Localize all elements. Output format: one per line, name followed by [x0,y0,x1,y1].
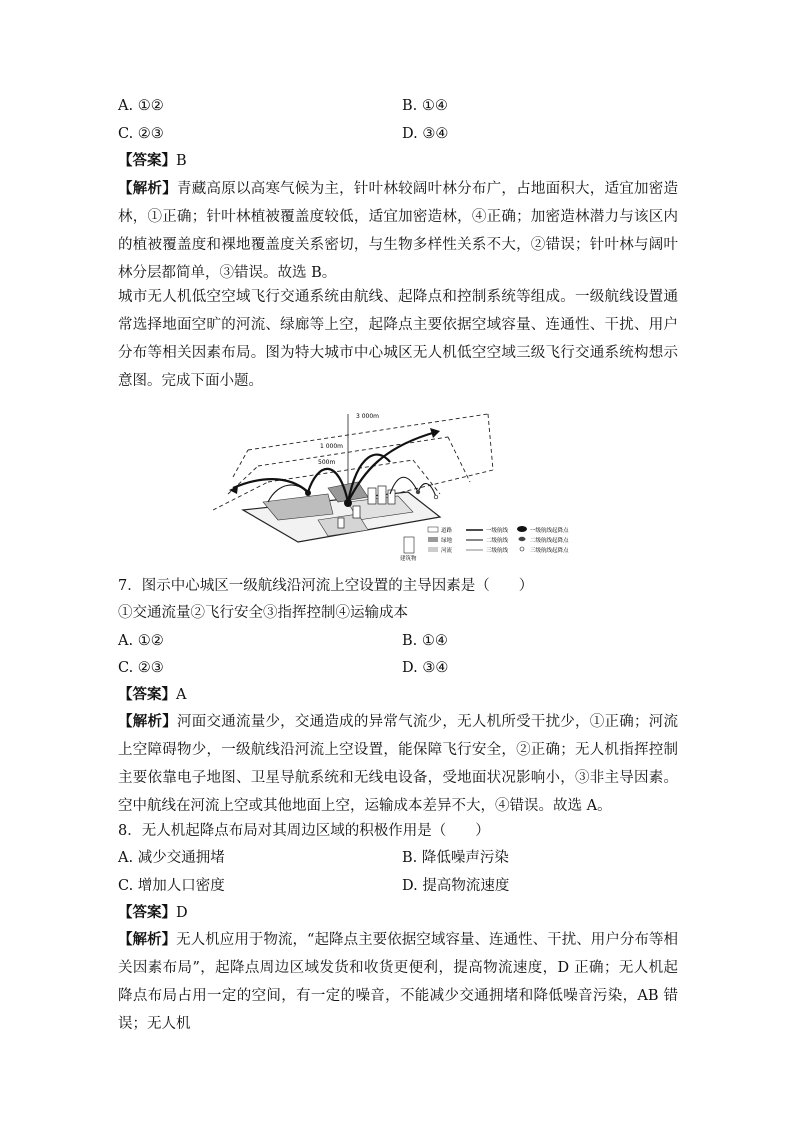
answer-label: 【答案】 [118,686,176,703]
figure-legend [400,526,569,562]
q7-option-c: C. ②③ [118,660,164,676]
legend-point1: 一级航线起降点 [530,528,569,534]
analysis-label: 【解析】 [118,931,177,948]
intro-text: 城市无人机低空空域飞行交通系统由航线、起降点和控制系统等组成。一级航线设置通常选择地面空旷的河流、绿廊等上空，起降点主要依据空域容量、连通性、干扰、用户分布等相关因素布局。图为特大城市中心城区无人机低空空域三级飞行交通系统构想示意图。完成下面小题。 [118,289,678,389]
q7-option-d: D. ③④ [402,660,449,676]
legend-route3: 三级航线 [486,548,509,554]
answer-value: A [176,687,187,703]
q8-analysis [118,926,678,1038]
legend-point3: 三级航线起降点 [530,548,569,554]
legend-greenbelt: 绿地 [441,538,453,544]
q8-option-a: A. 减少交通拥堵 [118,850,225,866]
analysis-label: 【解析】 [118,180,177,197]
analysis-text: 青藏高原以高寒气候为主，针叶林较阔叶林分布广，占地面积大，适宜加密造林，①正确；针叶林植被覆盖度较低，适宜加密造林，④正确；加密造林潜力与该区内的植被覆盖度和裸地覆盖度关系密切，与生物多样性关系不大，②错误；针叶林与阔叶林分层都简单，③错误。故选 B。 [118,181,679,281]
q6-analysis [118,175,678,287]
legend-point2: 二级航线起降点 [530,538,569,544]
analysis-text: 河面交通流量少，交通造成的异常气流少，无人机所受干扰少，①正确；河流上空障碍物少，一级航线沿河流上空设置，能保障飞行安全，②正确；无人机指挥控制主要依靠电子地图、卫星导航系统和无线电设备，受地面状况影响小，③非主导因素。空中航线在河流上空或其他地面上空，运输成本差异不大，④错误。故选 A。 [118,714,679,814]
q6-answer [118,151,187,171]
altitude-3000-label: 3 000m [356,413,380,420]
q7-stem: 7．图示中心城区一级航线沿河流上空设置的主导因素是（ ） [118,578,534,594]
q8-option-b: B. 降低噪声污染 [402,850,509,866]
q6-option-d: D. ③④ [402,126,449,142]
analysis-label: 【解析】 [118,713,177,730]
q8-option-d: D. 提高物流速度 [402,878,510,894]
q7-items: ①交通流量②飞行安全③指挥控制④运输成本 [118,605,408,621]
answer-value: D [176,905,188,921]
q8-answer [118,903,188,923]
answer-label: 【答案】 [118,904,176,921]
answer-value: B [176,153,187,169]
q8-stem: 8．无人机起降点布局对其周边区域的积极作用是（ ） [118,823,490,839]
legend-river: 河流 [441,548,453,554]
legend-building: 建筑物 [400,556,417,562]
q7-analysis [118,708,678,820]
legend-route1: 一级航线 [486,528,509,534]
ground-plate [243,482,440,542]
drone-airspace-figure [208,402,588,570]
q8-option-c: C. 增加人口密度 [118,878,225,894]
q7-answer [118,685,186,705]
altitude-1000-label: 1 000m [320,443,344,450]
answer-label: 【答案】 [118,152,176,169]
intro-paragraph [118,283,678,395]
legend-route2: 二级航线 [486,538,509,544]
legend-road: 道路 [441,528,453,534]
altitude-500-label: 500m [318,459,336,466]
q7-option-a: A. ①② [118,633,164,649]
q6-option-b: B. ①④ [402,98,448,114]
q7-option-b: B. ①④ [402,633,448,649]
q6-option-c: C. ②③ [118,126,164,142]
q6-option-a: A. ①② [118,98,164,114]
analysis-text: 无人机应用于物流，“起降点主要依据空域容量、连通性、干扰、用户分布等相关因素布局”，起降点周边区域发货和收货更便利，提高物流速度，D 正确；无人机起降点布局占用一定的空间，有一定的噪音，不能减少交通拥堵和降低噪音污染，AB 错误；无人机 [118,932,678,1032]
